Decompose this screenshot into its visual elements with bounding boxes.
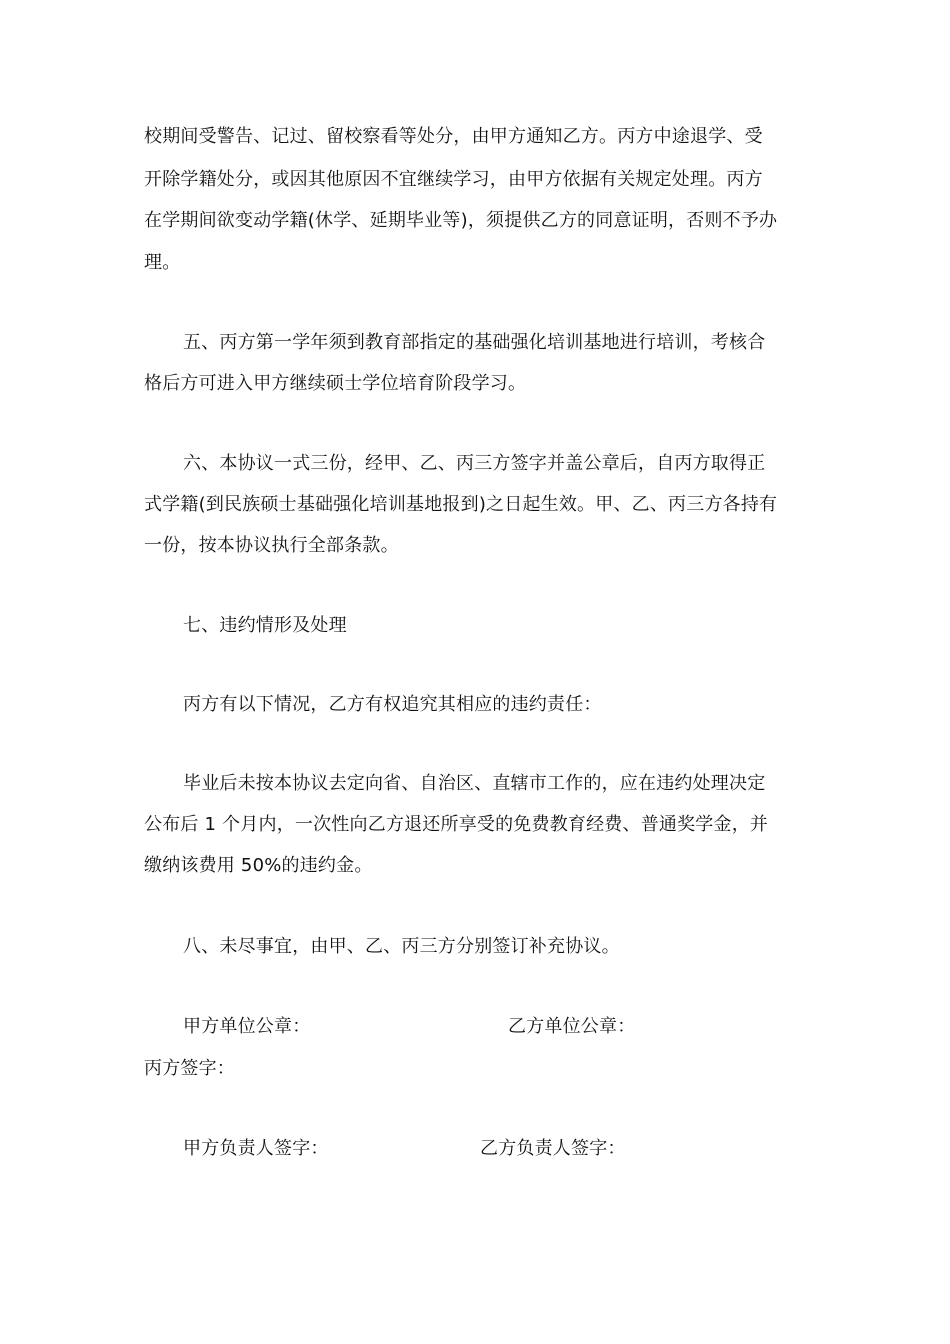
party-b-seal-label: 乙方单位公章： (508, 1016, 636, 1037)
text-line: 在学期间欲变动学籍(休学、延期毕业等)，须提供乙方的同意证明，否则不予办 (144, 210, 778, 231)
text-line: 理。 (144, 252, 181, 273)
clause-6-line: 一份，按本协议执行全部条款。 (144, 535, 399, 556)
clause-7-detail-line: 公布后 1 个月内，一次性向乙方退还所享受的免费教育经费、普通奖学金，并 (144, 814, 769, 835)
clause-7-heading: 七、违约情形及处理 (183, 615, 347, 636)
party-b-head-signature-label: 乙方负责人签字： (480, 1138, 626, 1159)
party-a-seal-label: 甲方单位公章： (183, 1016, 311, 1037)
clause-7-detail-line: 毕业后未按本协议去定向省、自治区、直辖市工作的，应在违约处理决定 (183, 773, 766, 794)
text-line: 开除学籍处分，或因其他原因不宜继续学习，由甲方依据有关规定处理。丙方 (144, 169, 763, 190)
clause-7-intro: 丙方有以下情况，乙方有权追究其相应的违约责任： (183, 694, 602, 715)
party-a-head-signature-label: 甲方负责人签字： (183, 1138, 329, 1159)
text-line: 校期间受警告、记过、留校察看等处分，由甲方通知乙方。丙方中途退学、受 (144, 126, 763, 147)
party-c-signature-label: 丙方签字： (144, 1058, 235, 1079)
clause-6-line: 六、本协议一式三份，经甲、乙、丙三方签字并盖公章后，自丙方取得正 (183, 453, 766, 474)
clause-7-detail-line: 缴纳该费用 50%的违约金。 (144, 855, 373, 876)
clause-6-line: 式学籍(到民族硕士基础强化培训基地报到)之日起生效。甲、乙、丙三方各持有 (144, 494, 778, 515)
clause-8-line: 八、未尽事宜，由甲、乙、丙三方分别签订补充协议。 (183, 936, 620, 957)
clause-5-line: 五、丙方第一学年须到教育部指定的基础强化培训基地进行培训，考核合 (183, 332, 766, 353)
clause-5-line: 格后方可进入甲方继续硕士学位培育阶段学习。 (144, 373, 527, 394)
